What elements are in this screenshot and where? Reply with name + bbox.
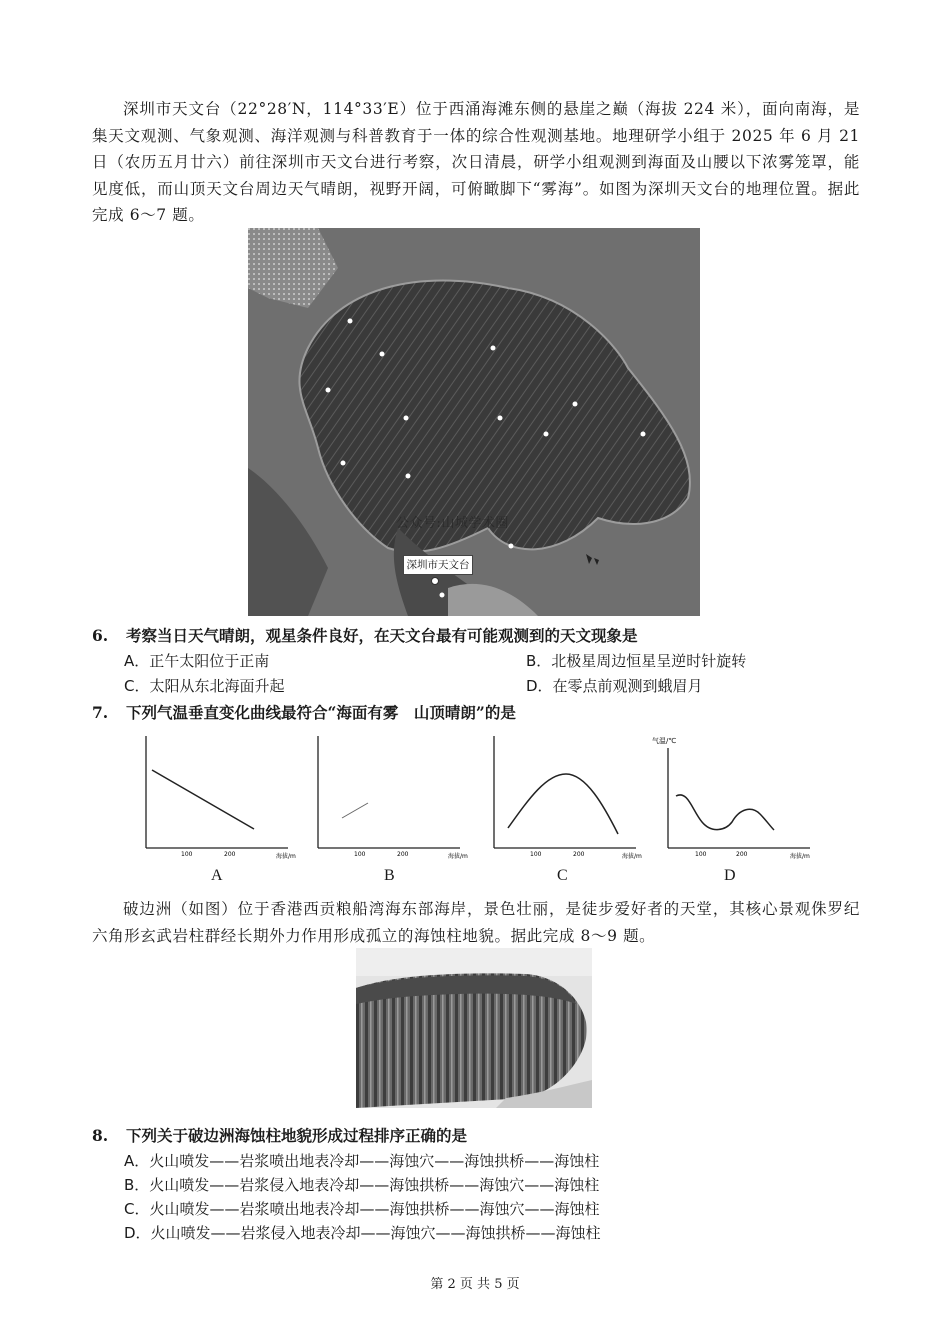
graph-a [118,730,308,870]
poi-marker [326,388,331,393]
graph-a-label: A [211,867,223,884]
tick-100: 100 [695,851,707,858]
question-8 [92,1124,467,1146]
q6-option-a[interactable]: A．正午太阳位于正南 [124,652,270,670]
observatory-location-map [248,228,700,616]
poi-marker [406,474,411,479]
poi-marker [544,432,549,437]
q8-option-d[interactable]: D．火山喷发——岩浆侵入地表冷却——海蚀穴——海蚀拱桥——海蚀柱 [124,1224,601,1242]
temperature-curve [676,795,774,830]
observatory-marker [432,578,439,585]
sea-stack-photo [356,948,592,1108]
graph-b-label: B [384,867,395,884]
x-axis-label: 海拔/m [790,853,810,860]
graph-c-label: C [557,867,568,884]
satellite-map-image [248,228,700,616]
tick-200: 200 [736,851,748,858]
q8-option-b[interactable]: B．火山喷发——岩浆侵入地表冷却——海蚀拱桥——海蚀穴——海蚀柱 [124,1176,600,1194]
tick-200: 200 [397,851,409,858]
question-number: 8. [92,1126,109,1145]
poi-marker [641,432,646,437]
temperature-curve [342,803,368,818]
page-footer: 第 2 页 共 5 页 [430,1277,520,1292]
temperature-curve [508,774,618,834]
poi-marker [341,461,346,466]
q6-option-d[interactable]: D．在零点前观测到蛾眉月 [526,677,703,695]
question-stem: 下列关于破边洲海蚀柱地貌形成过程排序正确的是 [126,1126,468,1145]
question-6 [92,624,638,646]
y-axis-label: 气温/℃ [652,737,677,745]
passage-1: 深圳市天文台（22°28′N，114°33′E）位于西涌海滩东侧的悬崖之巅（海拔 224 米），面向南海，是集天文观测、气象观测、海洋观测与科普教育于一体的综合性观测基地。地理研学小组于 2025 年 6 月 21 日（农历五月廿六）前往深圳市天文台进行考察，次日清晨，研学小组观测到海面及山腰以下浓雾笼罩，能见度低，而山顶天文台周边天气晴朗，视野开阔，可俯瞰脚下“雾海”。如图为深圳天文台的地理位置。据此完成 6～7 题。 [92,100,860,224]
question-stem: 考察当日天气晴朗，观星条件良好，在天文台最有可能观测到的天文现象是 [126,626,638,645]
basalt-column-image [356,948,592,1108]
poi-marker [440,593,445,598]
tick-100: 100 [530,851,542,858]
map-watermark: 公众号:山城学术圈 [396,516,509,531]
q6-option-c[interactable]: C．太阳从东北海面升起 [124,677,285,695]
observatory-label: 深圳市天文台 [403,555,473,575]
tick-100: 100 [354,851,366,858]
question-7 [92,701,516,723]
graph-d [640,730,830,870]
poi-marker [404,416,409,421]
q6-option-b[interactable]: B．北极星周边恒星呈逆时针旋转 [526,652,747,670]
poi-marker [348,319,353,324]
passage-2: 破边洲（如图）位于香港西贡粮船湾海东部海岸，景色壮丽，是徒步爱好者的天堂，其核心景观侏罗纪六角形玄武岩柱群经长期外力作用形成孤立的海蚀柱地貌。据此完成 8～9 题。 [92,900,860,945]
q8-option-a[interactable]: A．火山喷发——岩浆喷出地表冷却——海蚀穴——海蚀拱桥——海蚀柱 [124,1152,600,1170]
poi-marker [509,544,514,549]
tick-100: 100 [181,851,193,858]
graph-b [290,730,480,870]
graph-c [466,730,656,870]
question-stem: 下列气温垂直变化曲线最符合“海面有雾 山顶晴朗”的是 [126,703,516,722]
poi-marker [498,416,503,421]
graph-d-label: D [724,867,736,884]
x-axis-label: 海拔/m [622,853,642,860]
tick-200: 200 [573,851,585,858]
q8-option-c[interactable]: C．火山喷发——岩浆喷出地表冷却——海蚀拱桥——海蚀穴——海蚀柱 [124,1200,600,1218]
x-axis-label: 海拔/m [276,853,296,860]
tick-200: 200 [224,851,236,858]
question-number: 6. [92,626,109,645]
poi-marker [491,346,496,351]
question-number: 7. [92,703,109,722]
poi-marker [573,402,578,407]
poi-marker [380,352,385,357]
temperature-curve [152,770,254,829]
x-axis-label: 海拔/m [448,853,468,860]
